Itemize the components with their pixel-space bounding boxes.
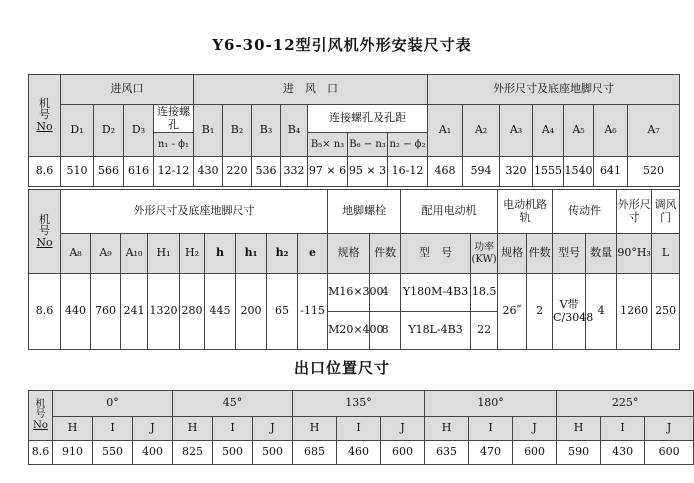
cell-i-135: 460 [337,441,381,465]
col-h-225: H [557,417,601,441]
col-e: e [298,234,328,274]
cell-bolt2-count: 8 [370,312,401,350]
cell-b4: 332 [281,157,308,187]
col-a9: A₉ [91,234,121,274]
install-dimension-table-2 [28,189,680,350]
conn-bolt-spacing-header: 连接螺孔及孔距 [308,105,428,133]
col-i-0: I [93,417,133,441]
outlet-position-title: 出口位置尺寸 [293,359,390,377]
col-h-135: H [293,417,337,441]
cell-b2: 220 [223,157,252,187]
col-bolt-count: 件数 [370,234,401,274]
outer-size-header: 外形尺寸 [617,190,652,234]
cell-trans-qty: 4 [586,274,617,350]
cell-bolt1-count: 4 [370,274,401,312]
col-a4: A₄ [533,105,564,157]
col-h3: 90°H₃ [617,234,652,274]
cell-jihao: 8.6 [29,157,61,187]
cell-a8: 440 [61,274,91,350]
cell-h-135: 685 [293,441,337,465]
cell-a7: 520 [628,157,680,187]
outer-dim-group-header: 外形尺寸及底座地脚尺寸 [428,75,680,105]
cell-jihao-2: 8.6 [29,274,61,350]
cell-h-1: 200 [236,274,267,350]
col-bolt-spec: 规格 [328,234,370,274]
conn-bolt-header: 连接螺孔 [154,105,194,133]
col-l: L [652,234,680,274]
motor-rail-header: 电动机路轨 [498,190,553,234]
angle-180-header: 180° [425,391,557,417]
col-h1: H₁ [148,234,180,274]
cell-motor1-model: Y180M-4B3 [401,274,471,312]
cell-motor1-power: 18.5 [471,274,498,312]
col-h-180: H [425,417,469,441]
cell-bolt1-spec: M16×300 [328,274,370,312]
cell-h-225: 590 [557,441,601,465]
angle-135-header: 135° [293,391,425,417]
cell-bolt2-spec: M20×400 [328,312,370,350]
col-h-2: h₂ [267,234,298,274]
col-a3: A₃ [500,105,533,157]
cell-a10: 241 [121,274,148,350]
col-b3: B₃ [252,105,281,157]
cell-b6: 95 × 3 [348,157,388,187]
col-b6: B₆ − n₃ [348,133,388,157]
col-a1: A₁ [428,105,463,157]
col-trans-model: 型号 [553,234,586,274]
damper-header: 调风门 [652,190,680,234]
cell-i-180: 470 [469,441,513,465]
col-j-135: J [381,417,425,441]
inlet2-group-header: 进 风 口 [194,75,428,105]
jihao-header: 机 号 No [29,75,61,157]
jihao-header-3: 机 号 No [29,391,53,441]
cell-j-135: 600 [381,441,425,465]
col-a7: A₇ [628,105,680,157]
col-d3: D₃ [124,105,154,157]
cell-h-180: 635 [425,441,469,465]
angle-225-header: 225° [557,391,694,417]
cell-j-0: 400 [133,441,173,465]
cell-rail-spec: 26ʺ [498,274,527,350]
cell-n1: 12-12 [154,157,194,187]
col-h-0: H [53,417,93,441]
cell-a6: 641 [594,157,628,187]
cell-trans-model: V带C/3048 [553,274,586,350]
col-a10: A₁₀ [121,234,148,274]
col-b2: B₂ [223,105,252,157]
cell-a3: 320 [500,157,533,187]
jihao-header-2: 机 号 No [29,190,61,274]
cell-h3: 1260 [617,274,652,350]
cell-j-45: 500 [253,441,293,465]
cell-h: 445 [205,274,236,350]
cell-n2: 16-12 [388,157,428,187]
col-d1: D₁ [61,105,94,157]
cell-motor2-power: 22 [471,312,498,350]
cell-l: 250 [652,274,680,350]
col-i-135: I [337,417,381,441]
col-d2: D₂ [94,105,124,157]
cell-h-0: 910 [53,441,93,465]
col-h-1: h₁ [236,234,267,274]
cell-d2: 566 [94,157,124,187]
col-rail-count: 件数 [527,234,553,274]
cell-d1: 510 [61,157,94,187]
col-b1: B₁ [194,105,223,157]
col-h: h [205,234,236,274]
install-dimension-table-1 [28,74,680,187]
cell-i-45: 500 [213,441,253,465]
col-trans-qty: 数量 [586,234,617,274]
cell-j-180: 600 [513,441,557,465]
cell-a1: 468 [428,157,463,187]
col-h-45: H [173,417,213,441]
col-i-45: I [213,417,253,441]
col-a2: A₂ [463,105,500,157]
cell-j-225: 600 [645,441,694,465]
cell-b1: 430 [194,157,223,187]
cell-i-225: 430 [601,441,645,465]
cell-jihao-3: 8.6 [29,441,53,465]
col-j-45: J [253,417,293,441]
transmission-header: 传动件 [553,190,617,234]
col-j-225: J [645,417,694,441]
cell-a9: 760 [91,274,121,350]
col-n1: n₁ - ϕ₁ [154,133,194,157]
motor-header: 配用电动机 [401,190,498,234]
outlet-position-table [28,390,694,465]
col-j-180: J [513,417,557,441]
cell-d3: 616 [124,157,154,187]
cell-a2: 594 [463,157,500,187]
col-j-0: J [133,417,173,441]
col-a5: A₅ [564,105,594,157]
cell-h-45: 825 [173,441,213,465]
col-i-180: I [469,417,513,441]
col-b4: B₄ [281,105,308,157]
col-rail-spec: 规格 [498,234,527,274]
cell-b3: 536 [252,157,281,187]
col-b5: B₅× n₃ [308,133,348,157]
col-a8: A₈ [61,234,91,274]
cell-a5: 1540 [564,157,594,187]
col-n2: n₂ − ϕ₂ [388,133,428,157]
angle-45-header: 45° [173,391,293,417]
cell-motor2-model: Y18L-4B3 [401,312,471,350]
cell-h1: 1320 [148,274,180,350]
cell-rail-count: 2 [527,274,553,350]
cell-h-2: 65 [267,274,298,350]
cell-e: -115 [298,274,328,350]
col-motor-power: 功率(KW) [471,234,498,274]
cell-b5: 97 × 6 [308,157,348,187]
page-title: Y6-30-12型引风机外形安装尺寸表 [212,36,472,54]
angle-0-header: 0° [53,391,173,417]
cell-h2: 280 [180,274,205,350]
col-motor-model: 型 号 [401,234,471,274]
anchor-bolt-header: 地脚螺栓 [328,190,401,234]
col-a6: A₆ [594,105,628,157]
col-i-225: I [601,417,645,441]
cell-i-0: 550 [93,441,133,465]
cell-a4: 1555 [533,157,564,187]
outer-dim-group-header-2: 外形尺寸及底座地脚尺寸 [61,190,328,234]
col-h2: H₂ [180,234,205,274]
inlet-group-header: 进风口 [61,75,194,105]
